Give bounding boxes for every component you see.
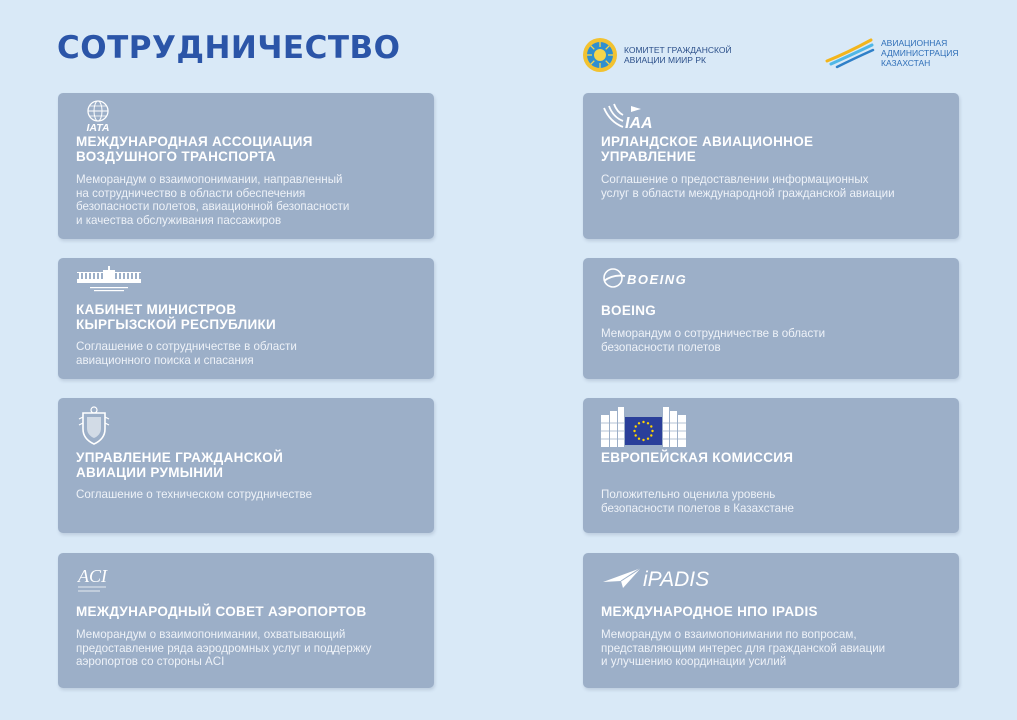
aci-logo-icon — [76, 560, 116, 596]
card-description: Меморандум о взаимопонимании по вопросам, представляющим интерес для гражданской авиации и улучшению координации усилий — [601, 628, 886, 668]
card-description: Меморандум о сотрудничестве в области безопасности полетов — [601, 327, 826, 354]
iata-globe-icon — [76, 100, 120, 134]
civil-aviation-committee-logo — [582, 37, 744, 73]
card-title: МЕЖДУНАРОДНАЯ АССОЦИАЦИЯ ВОЗДУШНОГО ТРАНСПОРТА — [76, 134, 313, 164]
svg-text:iPADIS: iPADIS — [643, 568, 710, 591]
svg-text:ACI: ACI — [78, 566, 107, 586]
aviation-administration-name: АВИАЦИОННАЯ АДМИНИСТРАЦИЯ КАЗАХСТАН — [881, 38, 959, 68]
aviation-admin-wings-icon — [825, 37, 875, 69]
boeing-logo-icon — [601, 265, 711, 293]
svg-text:BOEING: BOEING — [627, 272, 688, 287]
european-commission-logo — [601, 405, 691, 454]
svg-text:IAA: IAA — [625, 115, 653, 132]
card-description: Положительно оценила уровень безопасности полетов в Казахстане — [601, 488, 794, 515]
card-title: УПРАВЛЕНИЕ ГРАЖДАНСКОЙ АВИАЦИИ РУМЫНИИ — [76, 450, 284, 480]
romania-caa-logo — [76, 405, 112, 452]
government-building-icon — [76, 265, 142, 295]
partner-card-kyrgyz-cabinet — [58, 258, 434, 379]
partner-card-european-commission — [583, 398, 959, 533]
page-title: СОТРУДНИЧЕСТВО — [57, 30, 401, 66]
kazakhstan-emblem-icon — [582, 37, 618, 73]
civil-aviation-committee-name: КОМИТЕТ ГРАЖДАНСКОЙ АВИАЦИИ МИИР РК — [624, 45, 732, 65]
boeing-logo — [601, 265, 711, 298]
card-description: Соглашение о техническом сотрудничестве — [76, 488, 313, 501]
kyrgyz-cabinet-logo — [76, 265, 142, 300]
card-title: ИРЛАНДСКОЕ АВИАЦИОННОЕ УПРАВЛЕНИЕ — [601, 134, 814, 164]
card-description: Меморандум о взаимопонимании, охватывающий предоставление ряда аэродромных услуг и поддержку аэропортов со стороны ACI — [76, 628, 372, 668]
card-description: Соглашение о предоставлении информационных услуг в области международной гражданской авиации — [601, 173, 895, 200]
iaa-logo — [601, 100, 661, 137]
romania-coat-of-arms-icon — [76, 405, 112, 447]
card-title: КАБИНЕТ МИНИСТРОВ КЫРГЫЗСКОЙ РЕСПУБЛИКИ — [76, 302, 277, 332]
svg-text:IATA: IATA — [86, 122, 110, 134]
partner-card-iaa — [583, 93, 959, 239]
aviation-administration-logo — [825, 37, 981, 69]
card-title: BOEING — [601, 303, 657, 318]
partner-card-aci — [58, 553, 434, 688]
card-description: Соглашение о сотрудничестве в области авиационного поиска и спасания — [76, 340, 297, 367]
eu-flag-building-icon — [601, 405, 691, 449]
ipadis-logo — [601, 560, 721, 599]
partner-card-romania — [58, 398, 434, 533]
iaa-signal-plane-icon — [601, 100, 661, 132]
card-title: МЕЖДУНАРОДНОЕ НПО IPADIS — [601, 604, 818, 619]
card-title: МЕЖДУНАРОДНЫЙ СОВЕТ АЭРОПОРТОВ — [76, 604, 367, 619]
partner-card-iata — [58, 93, 434, 239]
card-title: ЕВРОПЕЙСКАЯ КОМИССИЯ — [601, 450, 794, 465]
partner-card-ipadis — [583, 553, 959, 688]
card-description: Меморандум о взаимопонимании, направленный на сотрудничество в области обеспечения безопасности полетов, авиационной безопасности и качества обслуживания пассажиров — [76, 173, 350, 227]
aci-logo — [76, 560, 116, 601]
partner-card-boeing — [583, 258, 959, 379]
paper-plane-icon — [601, 560, 721, 594]
